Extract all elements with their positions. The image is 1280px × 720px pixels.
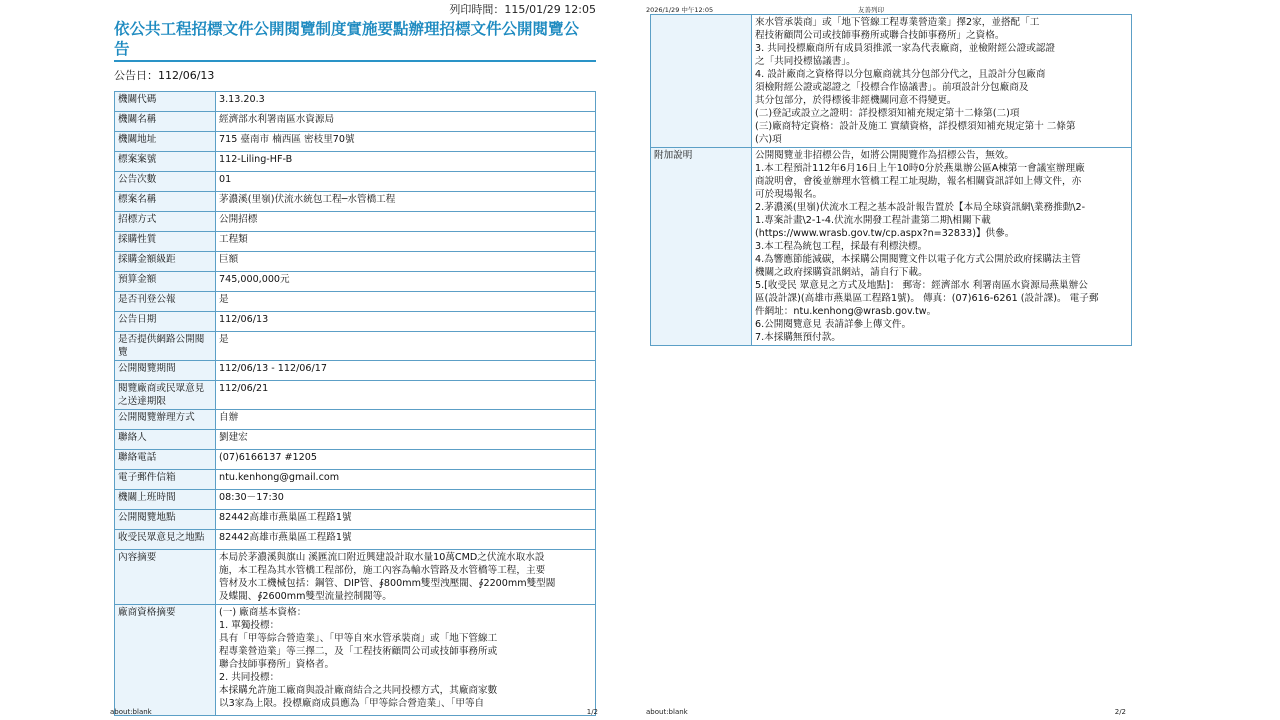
table-row xyxy=(115,92,596,112)
table-row xyxy=(115,272,596,292)
text-line: 管材及水工機械包括：鋼管、DIP管、∮800mm雙型洩壓閥、∮2200mm雙型閥 xyxy=(219,578,556,589)
row-label: 機關地址 xyxy=(115,132,216,152)
row-label: 機關名稱 xyxy=(115,112,216,132)
title-divider xyxy=(114,60,596,62)
row-value: 是 xyxy=(216,332,596,361)
table-row xyxy=(115,192,596,212)
table-row xyxy=(115,430,596,450)
row-value: 3.13.20.3 xyxy=(216,92,596,112)
row-value: 82442高雄市燕巢區工程路1號 xyxy=(216,510,596,530)
table-row xyxy=(115,470,596,490)
row-value: (07)6166137 #1205 xyxy=(216,450,596,470)
table-row xyxy=(115,550,596,605)
row-value: 是 xyxy=(216,292,596,312)
text-line: 2. 共同投標： xyxy=(219,672,280,683)
text-line: 程技術顧問公司或技師事務所或聯合技師事務所」之資格。 xyxy=(755,30,1005,41)
row-value: 112/06/13 xyxy=(216,312,596,332)
row-value xyxy=(752,15,1132,148)
qualification-continued-lines xyxy=(755,16,1128,146)
announce-date: 公告日：112/06/13 xyxy=(114,69,215,82)
row-label: 內容摘要 xyxy=(115,550,216,605)
table-row xyxy=(115,450,596,470)
row-value: 自辦 xyxy=(216,410,596,430)
footer-page-number: 2/2 xyxy=(1114,708,1126,716)
row-value: 112/06/21 xyxy=(216,381,596,410)
notes-lines xyxy=(755,149,1128,344)
text-line: 其分包部分，於得標後非經機關同意不得變更。 xyxy=(755,95,957,106)
row-label: 標案名稱 xyxy=(115,192,216,212)
row-label xyxy=(651,15,752,148)
text-line: 來水管承裝商」或「地下管線工程專業營造業」擇2家，並搭配「工 xyxy=(755,17,1040,28)
row-value: 劉建宏 xyxy=(216,430,596,450)
row-value: 公開招標 xyxy=(216,212,596,232)
row-value xyxy=(216,550,596,605)
text-line: 1.專案計畫\2-1-4.伏流水開發工程計畫第二期\相關下載 xyxy=(755,215,991,226)
text-line: 之「共同投標協議書」。 xyxy=(755,56,856,67)
text-line: 及蝶閥、∮2600mm雙型流量控制閥等。 xyxy=(219,591,392,602)
row-label: 公開閱覽地點 xyxy=(115,510,216,530)
table-row xyxy=(115,410,596,430)
text-line: 以3家為上限。投標廠商成員應為「甲等綜合營造業」、「甲等自 xyxy=(219,698,485,709)
text-line: 件網址：ntu.kenhong@wrasb.gov.tw。 xyxy=(755,306,937,317)
row-value: 巨額 xyxy=(216,252,596,272)
table-row xyxy=(115,152,596,172)
print-time: 列印時間：115/01/29 12:05 xyxy=(449,3,596,16)
row-label: 採購性質 xyxy=(115,232,216,252)
text-line: 聯合技師事務所」資格者。 xyxy=(219,659,335,670)
table-row xyxy=(115,112,596,132)
tender-info-rows xyxy=(115,92,596,550)
text-line: 7.本採購無預付款。 xyxy=(755,332,841,343)
text-line: (三)廠商特定資格：設計及施工 實績資格，詳投標須知補充規定第十 二條第 xyxy=(755,121,1076,132)
text-line: 機關之政府採購資訊網站，請自行下載。 xyxy=(755,267,928,278)
text-line: 商說明會，會後並辦理水管橋工程工址現勘，報名相關資訊詳如上傳文件，亦 xyxy=(755,176,1082,187)
text-line: 6.公開閱覽意見 表請詳參上傳文件。 xyxy=(755,319,912,330)
table-row xyxy=(651,15,1132,148)
table-row xyxy=(115,510,596,530)
table-row xyxy=(115,490,596,510)
row-label: 閱覽廠商或民眾意見之送達期限 xyxy=(115,381,216,410)
text-line: 4.為響應節能減碳，本採購公開閱覽文件以電子化方式公開於政府採購法主管 xyxy=(755,254,1081,265)
summary-lines xyxy=(219,551,592,603)
row-label: 預算金額 xyxy=(115,272,216,292)
table-row xyxy=(115,212,596,232)
row-value: 08:30－17:30 xyxy=(216,490,596,510)
row-label: 廠商資格摘要 xyxy=(115,605,216,716)
text-line: 可於現場報名。 xyxy=(755,189,823,200)
row-label: 聯絡電話 xyxy=(115,450,216,470)
row-label: 聯絡人 xyxy=(115,430,216,450)
row-label: 招標方式 xyxy=(115,212,216,232)
row-label: 電子郵件信箱 xyxy=(115,470,216,490)
text-line: 區(設計課)(高雄市燕巢區工程路1號)。 傳真：(07)616-6261 (設計課)。 電子郵 xyxy=(755,293,1099,304)
row-label: 公告日期 xyxy=(115,312,216,332)
text-line: 程專業營造業」等三擇二，及「工程技術顧問公司或技師事務所或 xyxy=(219,646,498,657)
table-row xyxy=(115,361,596,381)
row-label: 是否刊登公報 xyxy=(115,292,216,312)
row-label: 公開閱覽辦理方式 xyxy=(115,410,216,430)
row-value xyxy=(752,148,1132,346)
text-line: 施，本工程為其水管橋工程部份，施工內容為輸水管路及水管橋等工程，主要 xyxy=(219,565,546,576)
row-value xyxy=(216,605,596,716)
table-row xyxy=(115,252,596,272)
print-header: 友善列印 xyxy=(858,6,884,14)
row-label: 附加說明 xyxy=(651,148,752,346)
tender-info-table-continued xyxy=(650,14,1132,346)
text-line: (六)項 xyxy=(755,134,782,145)
row-label: 採購金額級距 xyxy=(115,252,216,272)
table-row xyxy=(115,332,596,361)
row-value: 715 臺南市 楠西區 密枝里70號 xyxy=(216,132,596,152)
table-row xyxy=(115,172,596,192)
text-line: 1. 單獨投標： xyxy=(219,620,280,631)
row-label: 收受民眾意見之地點 xyxy=(115,530,216,550)
table-row xyxy=(651,148,1132,346)
print-time: 2026/1/29 中午12:05 xyxy=(646,6,714,14)
print-page-2 xyxy=(644,0,1136,720)
row-value: 茅濃溪(里嶺)伏流水統包工程─水管橋工程 xyxy=(216,192,596,212)
row-label: 公開閱覽期間 xyxy=(115,361,216,381)
table-row xyxy=(115,232,596,252)
print-page-1 xyxy=(108,0,602,720)
table-row xyxy=(115,530,596,550)
text-line: 2.茅濃溪(里嶺)伏流水工程之基本設計報告置於【本局全球資訊網\業務推動\2- xyxy=(755,202,1086,213)
page-title: 依公共工程招標文件公開閱覽制度實施要點辦理招標文件公開閱覽公告 xyxy=(114,20,580,58)
qualification-lines xyxy=(219,606,592,710)
table-row xyxy=(115,381,596,410)
table-row xyxy=(115,132,596,152)
text-line: 須檢附經公證或認證之「投標合作協議書」。前項設計分包廠商及 xyxy=(755,82,1029,93)
text-line: 5.[收受民 眾意見之方式及地點]： 郵寄：經濟部水 利署南區水資源局燕巢辦公 xyxy=(755,280,1088,291)
row-value: 01 xyxy=(216,172,596,192)
row-label: 機關代碼 xyxy=(115,92,216,112)
row-label: 機關上班時間 xyxy=(115,490,216,510)
text-line: (二)登記或設立之證明：詳投標須知補充規定第十二條第(二)項 xyxy=(755,108,1020,119)
row-value: 112-Liling-HF-B xyxy=(216,152,596,172)
tender-info-table xyxy=(114,91,596,716)
text-line: (一) 廠商基本資格： xyxy=(219,607,307,618)
text-line: 3. 共同投標廠商所有成員須推派一家為代表廠商，並檢附經公證或認證 xyxy=(755,43,1056,54)
text-line: (https://www.wrasb.gov.tw/cp.aspx?n=32833)】供參。 xyxy=(755,228,1015,239)
row-value: 112/06/13 - 112/06/17 xyxy=(216,361,596,381)
row-value: 工程類 xyxy=(216,232,596,252)
text-line: 4. 設計廠商之資格得以分包廠商就其分包部分代之，且設計分包廠商 xyxy=(755,69,1046,80)
table-row xyxy=(115,292,596,312)
row-label: 公告次數 xyxy=(115,172,216,192)
text-line: 3.本工程為統包工程，採最有利標決標。 xyxy=(755,241,928,252)
row-value: ntu.kenhong@gmail.com xyxy=(216,470,596,490)
text-line: 公開閱覽並非招標公告，如將公開閱覽作為招標公告，無效。 xyxy=(755,150,1015,161)
row-label: 是否提供網路公開閱覽 xyxy=(115,332,216,361)
row-label: 標案案號 xyxy=(115,152,216,172)
footer-page-number: 1/2 xyxy=(586,708,598,716)
footer-url: about:blank xyxy=(646,708,688,716)
row-value: 82442高雄市燕巢區工程路1號 xyxy=(216,530,596,550)
row-value: 經濟部水利署南區水資源局 xyxy=(216,112,596,132)
row-value: 745,000,000元 xyxy=(216,272,596,292)
footer-url: about:blank xyxy=(110,708,152,716)
text-line: 1.本工程預計112年6月16日上午10時0分於燕巢辦公區A棟第一會議室辦理廠 xyxy=(755,163,1085,174)
table-row xyxy=(115,605,596,716)
text-line: 本採購允許施工廠商與設計廠商結合之共同投標方式，其廠商家數 xyxy=(219,685,498,696)
text-line: 具有「甲等綜合營造業」、「甲等自來水管承裝商」或「地下管線工 xyxy=(219,633,498,644)
text-line: 本局於茅濃溪與旗山 溪匯流口附近興建設計取水量10萬CMD之伏流水取水設 xyxy=(219,552,545,563)
table-row xyxy=(115,312,596,332)
